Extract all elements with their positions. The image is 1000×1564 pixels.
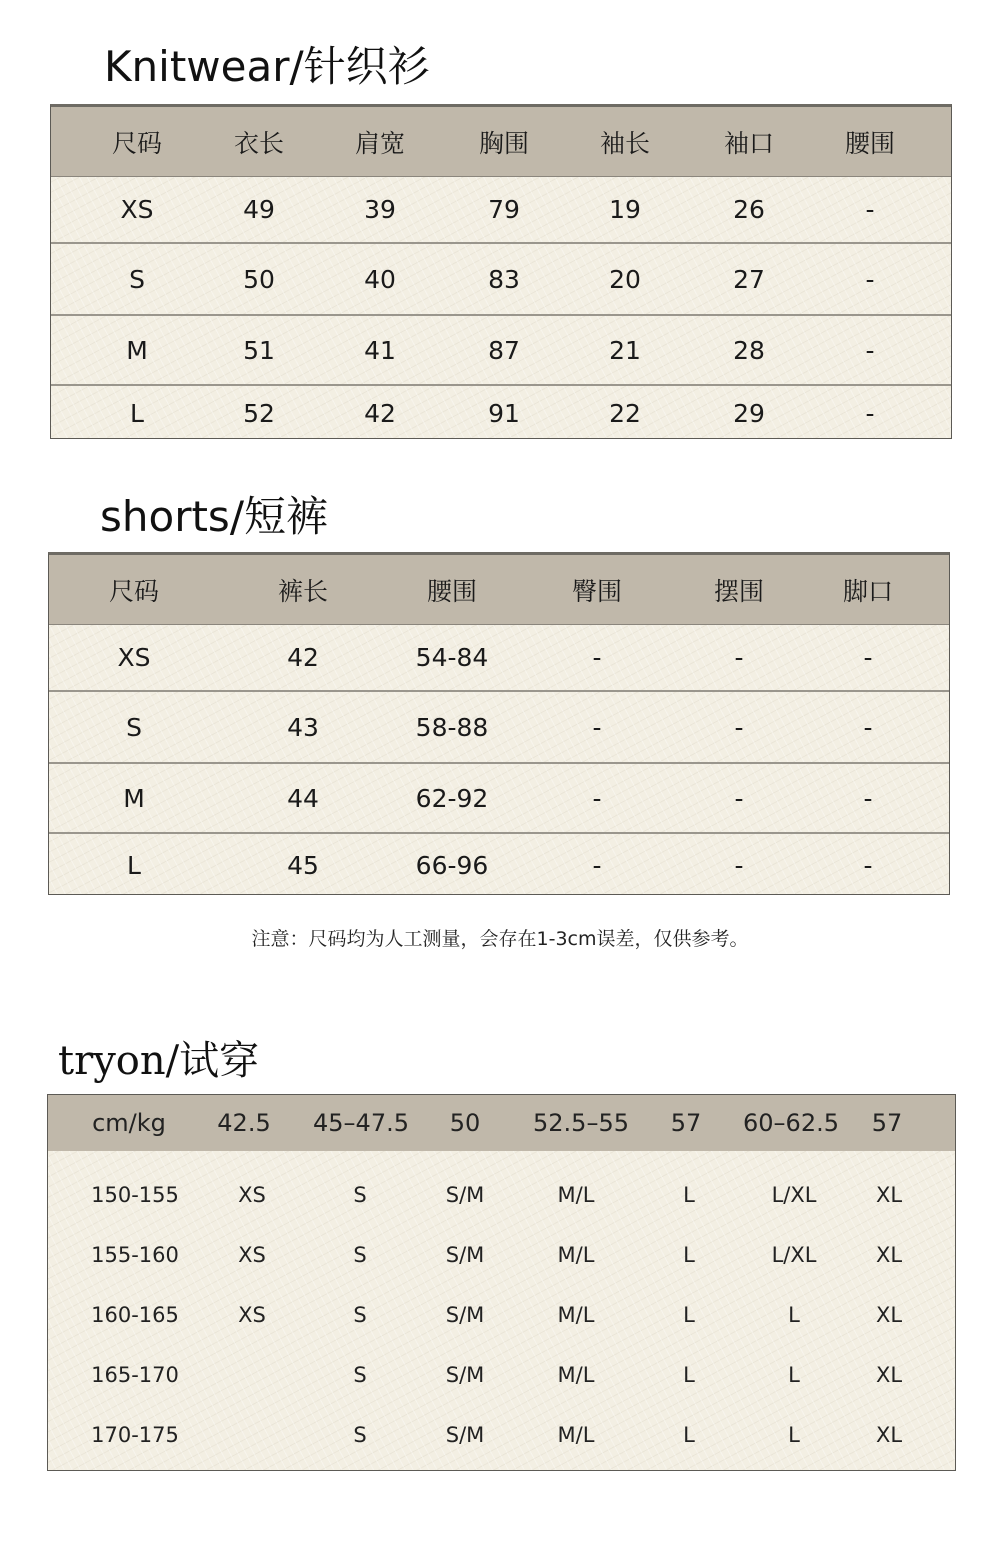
table-cell: - — [592, 712, 602, 742]
table-row — [48, 1165, 955, 1225]
table-cell: - — [865, 335, 875, 365]
table-row — [49, 625, 949, 690]
table-cell: 83 — [488, 264, 520, 294]
table-cell: 45 — [287, 850, 319, 880]
shorts-header-row — [49, 555, 949, 625]
shorts-title: shorts/短裤 — [100, 492, 328, 541]
table-cell: L — [683, 1243, 695, 1267]
tryon-column-header: cm/kg — [92, 1109, 166, 1137]
tryon-column-header: 60–62.5 — [743, 1109, 839, 1137]
table-cell: - — [734, 643, 744, 672]
table-cell: 52 — [243, 398, 275, 428]
table-cell: L/XL — [771, 1183, 817, 1207]
tryon-column-header: 42.5 — [217, 1109, 271, 1137]
table-cell: S — [353, 1363, 367, 1387]
measurement-note: 注意：尺码均为人工测量，会存在1-3cm误差，仅供参考。 — [251, 928, 749, 950]
row-label-cell: 170-175 — [91, 1423, 179, 1447]
tryon-column-header: 45–47.5 — [313, 1109, 409, 1137]
table-cell: 40 — [364, 264, 396, 294]
row-label-cell: 160-165 — [91, 1303, 179, 1327]
table-cell: XS — [238, 1183, 266, 1207]
table-cell: S — [353, 1243, 367, 1267]
table-cell: 26 — [733, 195, 765, 224]
table-cell: 51 — [243, 335, 275, 365]
table-cell: 29 — [733, 398, 765, 428]
table-row — [49, 762, 949, 832]
tryon-size-table — [47, 1094, 956, 1471]
shorts-column-header: 腰围 — [426, 576, 478, 606]
row-label-cell: S — [126, 712, 142, 742]
table-cell: - — [865, 264, 875, 294]
table-cell: 91 — [488, 398, 520, 428]
table-cell: - — [592, 783, 602, 813]
table-cell: M/L — [557, 1363, 595, 1387]
row-label-cell: M — [123, 783, 145, 813]
table-cell: XL — [875, 1363, 903, 1387]
shorts-column-header: 裤长 — [277, 576, 329, 606]
table-row — [49, 690, 949, 762]
knitwear-column-header: 腰围 — [844, 128, 896, 158]
table-cell: - — [865, 195, 875, 224]
table-cell: 87 — [488, 335, 520, 365]
table-cell: 79 — [488, 195, 520, 224]
table-cell: XL — [875, 1303, 903, 1327]
table-cell: 41 — [364, 335, 396, 365]
knitwear-title: Knitwear/针织衫 — [104, 42, 430, 91]
table-cell: 42 — [364, 398, 396, 428]
table-cell: XL — [875, 1183, 903, 1207]
table-cell: S/M — [445, 1243, 485, 1267]
tryon-column-header: 52.5–55 — [533, 1109, 629, 1137]
table-cell: 58-88 — [415, 712, 489, 742]
table-cell: 49 — [243, 195, 275, 224]
table-row — [51, 177, 951, 242]
table-row — [49, 832, 949, 896]
table-cell: 50 — [243, 264, 275, 294]
table-cell: - — [865, 398, 875, 428]
shorts-column-header: 脚口 — [842, 576, 894, 606]
row-label-cell: M — [126, 335, 148, 365]
table-cell: S — [353, 1303, 367, 1327]
table-cell: 20 — [609, 264, 641, 294]
knitwear-column-header: 袖口 — [723, 128, 775, 158]
table-cell: XS — [238, 1303, 266, 1327]
table-cell: M/L — [557, 1183, 595, 1207]
knitwear-column-header: 肩宽 — [354, 128, 406, 158]
row-label-cell: 155-160 — [91, 1243, 179, 1267]
table-row — [48, 1285, 955, 1345]
table-cell: - — [863, 850, 873, 880]
row-label-cell: L — [127, 850, 141, 880]
table-cell: - — [863, 712, 873, 742]
shorts-column-header: 尺码 — [108, 576, 160, 606]
shorts-column-header: 摆围 — [713, 576, 765, 606]
table-cell: 27 — [733, 264, 765, 294]
table-cell: 44 — [287, 783, 319, 813]
table-cell: S — [353, 1183, 367, 1207]
table-cell: S — [353, 1423, 367, 1447]
table-cell: XL — [875, 1243, 903, 1267]
table-cell: 62-92 — [415, 783, 489, 813]
table-row — [48, 1405, 955, 1465]
table-cell: 54-84 — [415, 643, 489, 672]
table-cell: - — [734, 850, 744, 880]
table-cell: L — [788, 1303, 800, 1327]
knitwear-header-row — [51, 107, 951, 177]
table-cell: XS — [238, 1243, 266, 1267]
table-cell: L — [683, 1183, 695, 1207]
table-cell: 42 — [287, 643, 319, 672]
table-cell: 28 — [733, 335, 765, 365]
table-cell: 22 — [609, 398, 641, 428]
table-cell: S/M — [445, 1183, 485, 1207]
table-cell: - — [863, 783, 873, 813]
knitwear-column-header: 袖长 — [599, 128, 651, 158]
tryon-column-header: 50 — [449, 1109, 481, 1137]
table-cell: 43 — [287, 712, 319, 742]
tryon-column-header: 57 — [871, 1109, 903, 1137]
table-row — [51, 314, 951, 384]
table-cell: - — [592, 850, 602, 880]
row-label-cell: XS — [117, 643, 151, 672]
shorts-column-header: 臀围 — [571, 576, 623, 606]
table-cell: 39 — [364, 195, 396, 224]
table-cell: L — [683, 1363, 695, 1387]
table-cell: L — [788, 1363, 800, 1387]
table-cell: 66-96 — [415, 850, 489, 880]
table-cell: - — [734, 783, 744, 813]
table-cell: 19 — [609, 195, 641, 224]
table-cell: S/M — [445, 1423, 485, 1447]
table-cell: S/M — [445, 1363, 485, 1387]
row-label-cell: 165-170 — [91, 1363, 179, 1387]
knitwear-column-header: 衣长 — [233, 128, 285, 158]
tryon-title: tryon/试穿 — [58, 1038, 260, 1084]
tryon-header-row — [48, 1095, 955, 1151]
row-label-cell: 150-155 — [91, 1183, 179, 1207]
table-cell: - — [592, 643, 602, 672]
table-cell: M/L — [557, 1423, 595, 1447]
table-cell: XL — [875, 1423, 903, 1447]
table-cell: - — [734, 712, 744, 742]
table-row — [51, 242, 951, 314]
row-label-cell: XS — [120, 195, 154, 224]
table-cell: - — [863, 643, 873, 672]
table-cell: L/XL — [771, 1243, 817, 1267]
table-cell: M/L — [557, 1243, 595, 1267]
table-cell: L — [683, 1423, 695, 1447]
knitwear-size-table — [50, 104, 952, 439]
knitwear-column-header: 胸围 — [478, 128, 530, 158]
table-row — [48, 1225, 955, 1285]
table-row — [48, 1345, 955, 1405]
row-label-cell: L — [130, 398, 144, 428]
table-cell: L — [788, 1423, 800, 1447]
table-cell: L — [683, 1303, 695, 1327]
table-cell: 21 — [609, 335, 641, 365]
table-cell: M/L — [557, 1303, 595, 1327]
table-cell: S/M — [445, 1303, 485, 1327]
shorts-size-table — [48, 552, 950, 895]
knitwear-column-header: 尺码 — [111, 128, 163, 158]
table-row — [51, 384, 951, 440]
row-label-cell: S — [129, 264, 145, 294]
tryon-column-header: 57 — [670, 1109, 702, 1137]
